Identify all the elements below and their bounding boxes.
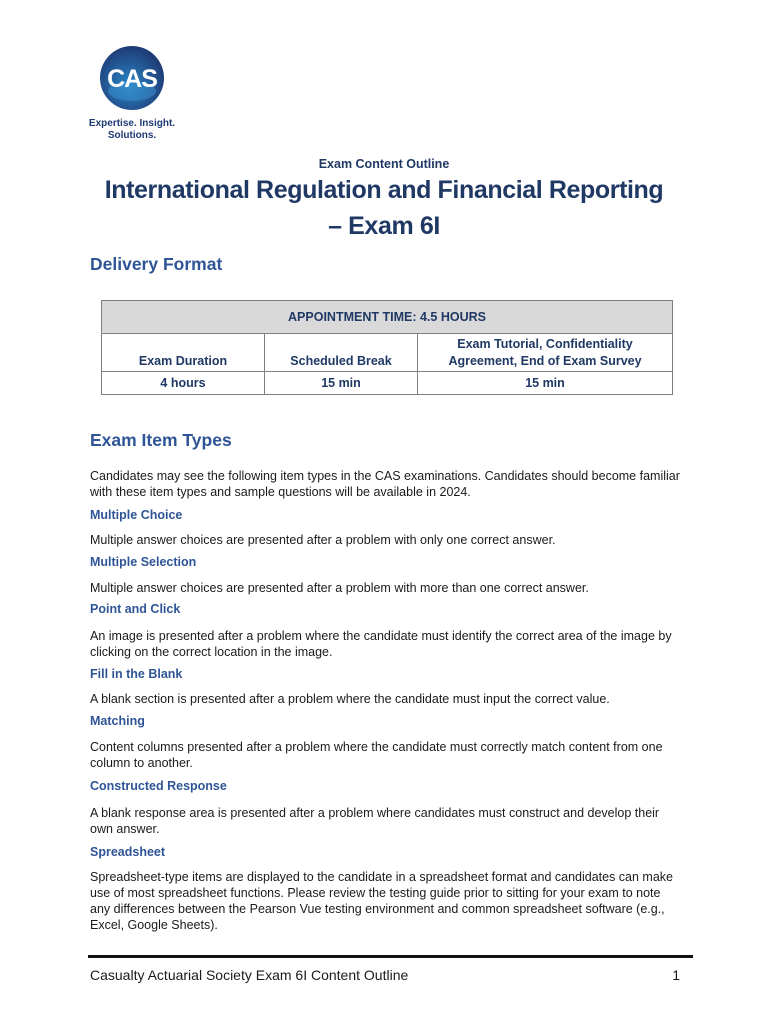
column-tutorial-survey: Exam Tutorial, Confidentiality Agreement, End of Exam Survey bbox=[418, 334, 673, 372]
delivery-format-table bbox=[101, 300, 673, 395]
value-tutorial-survey: 15 min bbox=[418, 372, 673, 395]
page-number: 1 bbox=[672, 967, 680, 983]
footer-text: Casualty Actuarial Society Exam 6I Content Outline bbox=[90, 967, 409, 983]
column-scheduled-break: Scheduled Break bbox=[265, 334, 418, 372]
logo-tagline bbox=[78, 118, 186, 142]
title-line-1: International Regulation and Financial Reporting bbox=[104, 176, 664, 204]
tagline-line-2: Solutions. bbox=[107, 130, 157, 141]
table-column-row bbox=[102, 334, 673, 372]
item-name-matching: Matching bbox=[90, 714, 145, 728]
value-scheduled-break: 15 min bbox=[265, 372, 418, 395]
item-desc-spreadsheet: Spreadsheet-type items are displayed to the candidate in a spreadsheet format and candidates can make use of most spreadsheet functions. Please review the testing guide prior to sitting for your exam to note any differences between the Pearson Vue testing environment and common spreadsheet software (e.g., Excel, Google Sheets). bbox=[90, 870, 673, 932]
item-desc-multiple-selection: Multiple answer choices are presented after a problem with more than one correct answer. bbox=[90, 581, 589, 595]
item-desc-multiple-choice: Multiple answer choices are presented after a problem with only one correct answer. bbox=[90, 533, 556, 547]
exam-item-types-heading: Exam Item Types bbox=[90, 430, 232, 450]
item-name-fill-in-the-blank: Fill in the Blank bbox=[90, 667, 183, 681]
item-name-multiple-choice: Multiple Choice bbox=[90, 508, 183, 522]
table-header-row bbox=[102, 301, 673, 334]
svg-text:CAS: CAS bbox=[107, 65, 157, 93]
document-title bbox=[60, 172, 708, 244]
item-desc-point-and-click: An image is presented after a problem where the candidate must identify the correct area of the image by clicking on the correct location in the image. bbox=[90, 629, 672, 659]
cas-logo bbox=[99, 45, 165, 111]
column-exam-duration: Exam Duration bbox=[102, 334, 265, 372]
item-types-intro: Candidates may see the following item types in the CAS examinations. Candidates should become familiar with these item types and sample questions will be available in 2024. bbox=[90, 469, 680, 499]
delivery-format-heading: Delivery Format bbox=[90, 254, 223, 274]
item-name-point-and-click: Point and Click bbox=[90, 602, 181, 616]
value-exam-duration: 4 hours bbox=[102, 372, 265, 395]
title-line-2: – Exam 6I bbox=[328, 212, 440, 240]
item-name-spreadsheet: Spreadsheet bbox=[90, 845, 166, 859]
item-desc-constructed-response: A blank response area is presented after a problem where candidates must construct and develop their own answer. bbox=[90, 806, 660, 836]
footer-divider bbox=[88, 955, 693, 958]
table-value-row bbox=[102, 372, 673, 395]
item-name-constructed-response: Constructed Response bbox=[90, 779, 227, 793]
appointment-time-cell: APPOINTMENT TIME: 4.5 HOURS bbox=[102, 301, 673, 334]
document-kicker: Exam Content Outline bbox=[318, 157, 450, 171]
item-name-multiple-selection: Multiple Selection bbox=[90, 555, 197, 569]
tagline-line-1: Expertise. Insight. bbox=[88, 118, 176, 129]
item-desc-matching: Content columns presented after a problem where the candidate must correctly match content from one column to another. bbox=[90, 740, 663, 770]
item-desc-fill-in-the-blank: A blank section is presented after a problem where the candidate must input the correct value. bbox=[90, 692, 610, 706]
